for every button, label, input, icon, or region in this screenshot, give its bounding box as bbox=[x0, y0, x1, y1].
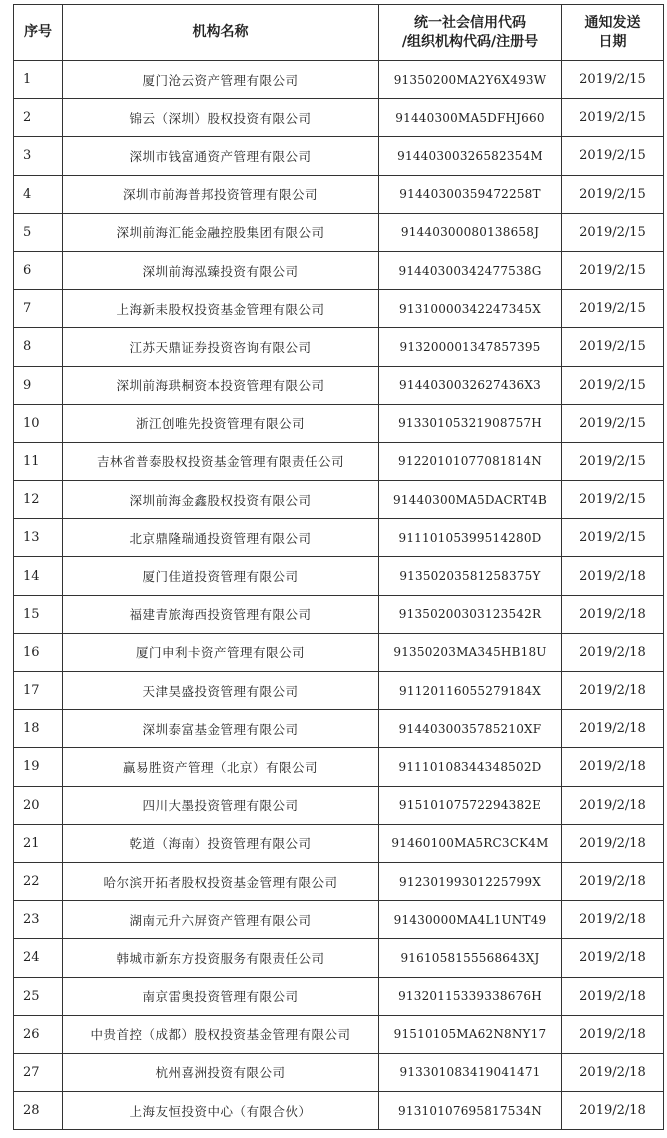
credit-code-cell: 91440300MA5DACRT4B bbox=[379, 481, 562, 519]
serial-number-cell: 5 bbox=[14, 213, 63, 251]
table-row bbox=[14, 1092, 664, 1130]
institution-name-cell: 湖南元升六屏资产管理有限公司 bbox=[63, 901, 379, 939]
table-row bbox=[14, 366, 664, 404]
notice-date-cell: 2019/2/15 bbox=[562, 290, 664, 328]
serial-number-cell: 9 bbox=[14, 366, 63, 404]
credit-code-cell: 9144030035785210XF bbox=[379, 710, 562, 748]
credit-code-cell: 91330105321908757H bbox=[379, 404, 562, 442]
credit-code-cell: 91350200MA2Y6X493W bbox=[379, 61, 562, 99]
serial-number-cell: 11 bbox=[14, 442, 63, 480]
serial-number-cell: 17 bbox=[14, 672, 63, 710]
credit-code-cell: 91310107695817534N bbox=[379, 1092, 562, 1130]
institution-name-cell: 乾道（海南）投资管理有限公司 bbox=[63, 824, 379, 862]
serial-number-cell: 21 bbox=[14, 824, 63, 862]
credit-code-cell: 91510107572294382E bbox=[379, 786, 562, 824]
serial-number-cell: 24 bbox=[14, 939, 63, 977]
notice-date-cell: 2019/2/18 bbox=[562, 824, 664, 862]
institution-name-cell: 中贵首控（成都）股权投资基金管理有限公司 bbox=[63, 1015, 379, 1053]
credit-code-cell: 91440300342477538G bbox=[379, 251, 562, 289]
serial-number-cell: 27 bbox=[14, 1053, 63, 1091]
header-credit-code bbox=[379, 5, 562, 61]
serial-number-cell: 8 bbox=[14, 328, 63, 366]
notice-date-cell: 2019/2/18 bbox=[562, 862, 664, 900]
institution-name-cell: 哈尔滨开拓者股权投资基金管理有限公司 bbox=[63, 862, 379, 900]
institution-name-cell: 深圳前海泓臻投资有限公司 bbox=[63, 251, 379, 289]
notice-date-cell: 2019/2/15 bbox=[562, 328, 664, 366]
serial-number-cell: 28 bbox=[14, 1092, 63, 1130]
credit-code-cell: 913301083419041471 bbox=[379, 1053, 562, 1091]
header-notice-date-line1: 通知发送 bbox=[584, 14, 641, 31]
institution-name-cell: 深圳泰富基金管理有限公司 bbox=[63, 710, 379, 748]
institution-name-cell: 厦门沧云资产管理有限公司 bbox=[63, 61, 379, 99]
institution-name-cell: 韩城市新东方投资服务有限责任公司 bbox=[63, 939, 379, 977]
notice-date-cell: 2019/2/15 bbox=[562, 404, 664, 442]
notice-date-cell: 2019/2/18 bbox=[562, 557, 664, 595]
header-credit-code-line1: 统一社会信用代码 bbox=[414, 14, 526, 31]
credit-code-cell: 91350203MA345HB18U bbox=[379, 633, 562, 671]
table-row bbox=[14, 748, 664, 786]
institution-name-cell: 深圳前海珙桐资本投资管理有限公司 bbox=[63, 366, 379, 404]
notice-date-cell: 2019/2/18 bbox=[562, 1053, 664, 1091]
institution-name-cell: 四川大墨投资管理有限公司 bbox=[63, 786, 379, 824]
credit-code-cell: 9161058155568643XJ bbox=[379, 939, 562, 977]
serial-number-cell: 14 bbox=[14, 557, 63, 595]
serial-number-cell: 25 bbox=[14, 977, 63, 1015]
institution-name-cell: 上海友恒投资中心（有限合伙） bbox=[63, 1092, 379, 1130]
notice-date-cell: 2019/2/18 bbox=[562, 977, 664, 1015]
table-row bbox=[14, 786, 664, 824]
notice-date-cell: 2019/2/18 bbox=[562, 786, 664, 824]
serial-number-cell: 13 bbox=[14, 519, 63, 557]
serial-number-cell: 12 bbox=[14, 481, 63, 519]
notice-date-cell: 2019/2/18 bbox=[562, 710, 664, 748]
credit-code-cell: 91440300080138658J bbox=[379, 213, 562, 251]
institution-name-cell: 深圳前海金鑫股权投资有限公司 bbox=[63, 481, 379, 519]
credit-code-cell: 9144030032627436X3 bbox=[379, 366, 562, 404]
notice-date-cell: 2019/2/18 bbox=[562, 672, 664, 710]
table-row bbox=[14, 824, 664, 862]
header-serial-number: 序号 bbox=[14, 5, 63, 61]
credit-code-cell: 91320115339338676H bbox=[379, 977, 562, 1015]
institution-name-cell: 吉林省普泰股权投资基金管理有限责任公司 bbox=[63, 442, 379, 480]
table-row bbox=[14, 328, 664, 366]
credit-code-cell: 91440300359472258T bbox=[379, 175, 562, 213]
table-row bbox=[14, 862, 664, 900]
notice-date-cell: 2019/2/15 bbox=[562, 61, 664, 99]
notice-date-cell: 2019/2/15 bbox=[562, 175, 664, 213]
table-row bbox=[14, 99, 664, 137]
table-row bbox=[14, 672, 664, 710]
institution-name-cell: 厦门佳道投资管理有限公司 bbox=[63, 557, 379, 595]
table-row bbox=[14, 442, 664, 480]
serial-number-cell: 3 bbox=[14, 137, 63, 175]
credit-code-cell: 91310000342247345X bbox=[379, 290, 562, 328]
table-row bbox=[14, 1015, 664, 1053]
serial-number-cell: 4 bbox=[14, 175, 63, 213]
serial-number-cell: 6 bbox=[14, 251, 63, 289]
table-row bbox=[14, 290, 664, 328]
table-row bbox=[14, 404, 664, 442]
serial-number-cell: 23 bbox=[14, 901, 63, 939]
serial-number-cell: 7 bbox=[14, 290, 63, 328]
notice-date-cell: 2019/2/18 bbox=[562, 633, 664, 671]
institution-name-cell: 深圳市前海普邦投资管理有限公司 bbox=[63, 175, 379, 213]
header-notice-date bbox=[562, 5, 664, 61]
table-row bbox=[14, 137, 664, 175]
institution-name-cell: 天津昊盛投资管理有限公司 bbox=[63, 672, 379, 710]
header-notice-date-line2: 日期 bbox=[598, 33, 627, 50]
institution-name-cell: 北京鼎隆瑞通投资管理有限公司 bbox=[63, 519, 379, 557]
institution-name-cell: 浙江创唯先投资管理有限公司 bbox=[63, 404, 379, 442]
institution-name-cell: 江苏天鼎证券投资咨询有限公司 bbox=[63, 328, 379, 366]
serial-number-cell: 10 bbox=[14, 404, 63, 442]
table-row bbox=[14, 481, 664, 519]
notice-table-container bbox=[13, 4, 664, 1130]
institution-name-cell: 深圳前海汇能金融控股集团有限公司 bbox=[63, 213, 379, 251]
institution-name-cell: 赢易胜资产管理（北京）有限公司 bbox=[63, 748, 379, 786]
credit-code-cell: 91510105MA62N8NY17 bbox=[379, 1015, 562, 1053]
table-row bbox=[14, 977, 664, 1015]
header-institution-name: 机构名称 bbox=[63, 5, 379, 61]
notice-date-cell: 2019/2/15 bbox=[562, 137, 664, 175]
credit-code-cell: 91460100MA5RC3CK4M bbox=[379, 824, 562, 862]
credit-code-cell: 91110105399514280D bbox=[379, 519, 562, 557]
table-header bbox=[14, 5, 664, 61]
header-credit-code-line2: /组织机构代码/注册号 bbox=[401, 33, 539, 50]
institution-name-cell: 南京雷奥投资管理有限公司 bbox=[63, 977, 379, 1015]
notice-date-cell: 2019/2/15 bbox=[562, 366, 664, 404]
table-row bbox=[14, 175, 664, 213]
notice-date-cell: 2019/2/15 bbox=[562, 442, 664, 480]
notice-date-cell: 2019/2/18 bbox=[562, 1015, 664, 1053]
credit-code-cell: 91430000MA4L1UNT49 bbox=[379, 901, 562, 939]
notice-date-cell: 2019/2/18 bbox=[562, 1092, 664, 1130]
table-row bbox=[14, 61, 664, 99]
serial-number-cell: 1 bbox=[14, 61, 63, 99]
credit-code-cell: 91120116055279184X bbox=[379, 672, 562, 710]
table-row bbox=[14, 557, 664, 595]
serial-number-cell: 19 bbox=[14, 748, 63, 786]
serial-number-cell: 20 bbox=[14, 786, 63, 824]
credit-code-cell: 91110108344348502D bbox=[379, 748, 562, 786]
table-row bbox=[14, 710, 664, 748]
header-row bbox=[14, 5, 664, 61]
credit-code-cell: 913200001347857395 bbox=[379, 328, 562, 366]
institution-name-cell: 深圳市钱富通资产管理有限公司 bbox=[63, 137, 379, 175]
credit-code-cell: 91350200303123542R bbox=[379, 595, 562, 633]
notice-date-cell: 2019/2/18 bbox=[562, 595, 664, 633]
table-body bbox=[14, 61, 664, 1130]
serial-number-cell: 22 bbox=[14, 862, 63, 900]
table-row bbox=[14, 595, 664, 633]
table-row bbox=[14, 633, 664, 671]
institution-name-cell: 上海新耒股权投资基金管理有限公司 bbox=[63, 290, 379, 328]
table-row bbox=[14, 901, 664, 939]
serial-number-cell: 16 bbox=[14, 633, 63, 671]
institution-name-cell: 杭州喜洲投资有限公司 bbox=[63, 1053, 379, 1091]
institution-notice-table bbox=[13, 4, 664, 1130]
notice-date-cell: 2019/2/18 bbox=[562, 748, 664, 786]
table-row bbox=[14, 939, 664, 977]
notice-date-cell: 2019/2/15 bbox=[562, 213, 664, 251]
table-row bbox=[14, 213, 664, 251]
institution-name-cell: 厦门申利卡资产管理有限公司 bbox=[63, 633, 379, 671]
credit-code-cell: 91230199301225799X bbox=[379, 862, 562, 900]
notice-date-cell: 2019/2/15 bbox=[562, 481, 664, 519]
notice-date-cell: 2019/2/15 bbox=[562, 519, 664, 557]
institution-name-cell: 福建青旅海西投资管理有限公司 bbox=[63, 595, 379, 633]
credit-code-cell: 91350203581258375Y bbox=[379, 557, 562, 595]
notice-date-cell: 2019/2/18 bbox=[562, 939, 664, 977]
table-row bbox=[14, 519, 664, 557]
credit-code-cell: 91220101077081814N bbox=[379, 442, 562, 480]
serial-number-cell: 2 bbox=[14, 99, 63, 137]
credit-code-cell: 91440300326582354M bbox=[379, 137, 562, 175]
notice-date-cell: 2019/2/18 bbox=[562, 901, 664, 939]
credit-code-cell: 91440300MA5DFHJ660 bbox=[379, 99, 562, 137]
table-row bbox=[14, 1053, 664, 1091]
serial-number-cell: 26 bbox=[14, 1015, 63, 1053]
serial-number-cell: 15 bbox=[14, 595, 63, 633]
notice-date-cell: 2019/2/15 bbox=[562, 251, 664, 289]
table-row bbox=[14, 251, 664, 289]
notice-date-cell: 2019/2/15 bbox=[562, 99, 664, 137]
institution-name-cell: 锦云（深圳）股权投资有限公司 bbox=[63, 99, 379, 137]
serial-number-cell: 18 bbox=[14, 710, 63, 748]
